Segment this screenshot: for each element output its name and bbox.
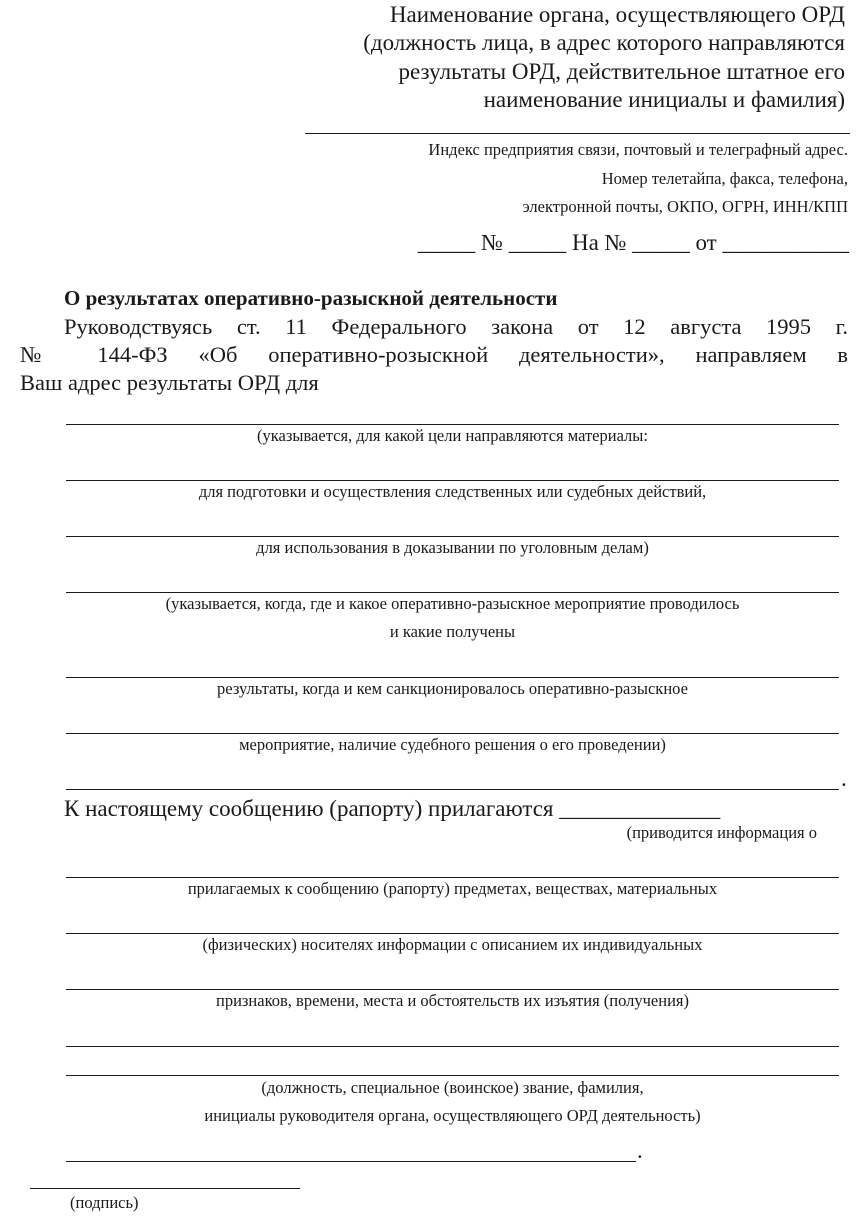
- recipient-line-3: результаты ОРД, действительное штатное его: [398, 59, 845, 84]
- attachments-statement: К настоящему сообщению (рапорту) прилагаются ______________: [64, 796, 721, 821]
- recipient-line-4: наименование инициалы и фамилия): [483, 87, 845, 112]
- recipient-line-2: (должность лица, в адрес которого направляются: [363, 30, 845, 55]
- event-hint-2: и какие получены: [389, 622, 516, 641]
- attachments-hint-1: (приводится информация о: [626, 823, 817, 842]
- event-field-line-4: [66, 789, 839, 790]
- event-hint-3: результаты, когда и кем санкционировалось оперативно-разыскное: [217, 679, 688, 698]
- signatory-field-line-1: [66, 1046, 839, 1047]
- purpose-hint-1: (указывается, для какой цели направляются материалы:: [257, 426, 648, 445]
- purpose-hint-3: для использования в доказывании по уголовным делам): [256, 538, 649, 557]
- signature-label: (подпись): [70, 1193, 139, 1212]
- attachments-hint-4: признаков, времени, места и обстоятельств их изъятия (получения): [216, 991, 689, 1010]
- body-line-1: Руководствуясь ст. 11 Федерального закона от 12 августа 1995 г.: [64, 314, 848, 339]
- signature-line: [30, 1188, 300, 1189]
- body-line-2: № 144-ФЗ «Об оперативно-розыскной деятельности», направляем в: [20, 342, 848, 367]
- address-line-2: Номер телетайпа, факса, телефона,: [601, 169, 848, 188]
- event-hint-4: мероприятие, наличие судебного решения о его проведении): [239, 735, 666, 754]
- attachments-hint-3: (физических) носителях информации с описанием их индивидуальных: [202, 935, 703, 954]
- address-line-1: Индекс предприятия связи, почтовый и телеграфный адрес.: [428, 140, 848, 159]
- sentence-period: .: [841, 766, 847, 791]
- signatory-field-line-2: [66, 1075, 839, 1076]
- recipient-line-1: Наименование органа, осуществляющего ОРД: [389, 2, 845, 27]
- event-hint-1: (указывается, когда, где и какое оперативно-разыскное мероприятие проводилось: [165, 594, 740, 613]
- signatory-name-line: [66, 1161, 636, 1162]
- signatory-hint-1: (должность, специальное (воинское) звание, фамилия,: [261, 1078, 644, 1097]
- purpose-hint-2: для подготовки и осуществления следственных или судебных действий,: [198, 482, 707, 501]
- reference-number-line: _____ № _____ На № _____ от ___________: [417, 230, 849, 255]
- signatory-hint-2: инициалы руководителя органа, осуществляющего ОРД деятельность): [204, 1106, 701, 1125]
- signatory-period: .: [637, 1138, 643, 1163]
- address-underline: [305, 133, 850, 134]
- address-line-3: электронной почты, ОКПО, ОГРН, ИНН/КПП: [522, 197, 848, 216]
- body-line-3: Ваш адрес результаты ОРД для: [20, 370, 319, 395]
- document-subject: О результатах оперативно-разыскной деятельности: [64, 286, 558, 310]
- attachments-hint-2: прилагаемых к сообщению (рапорту) предметах, веществах, материальных: [187, 879, 718, 898]
